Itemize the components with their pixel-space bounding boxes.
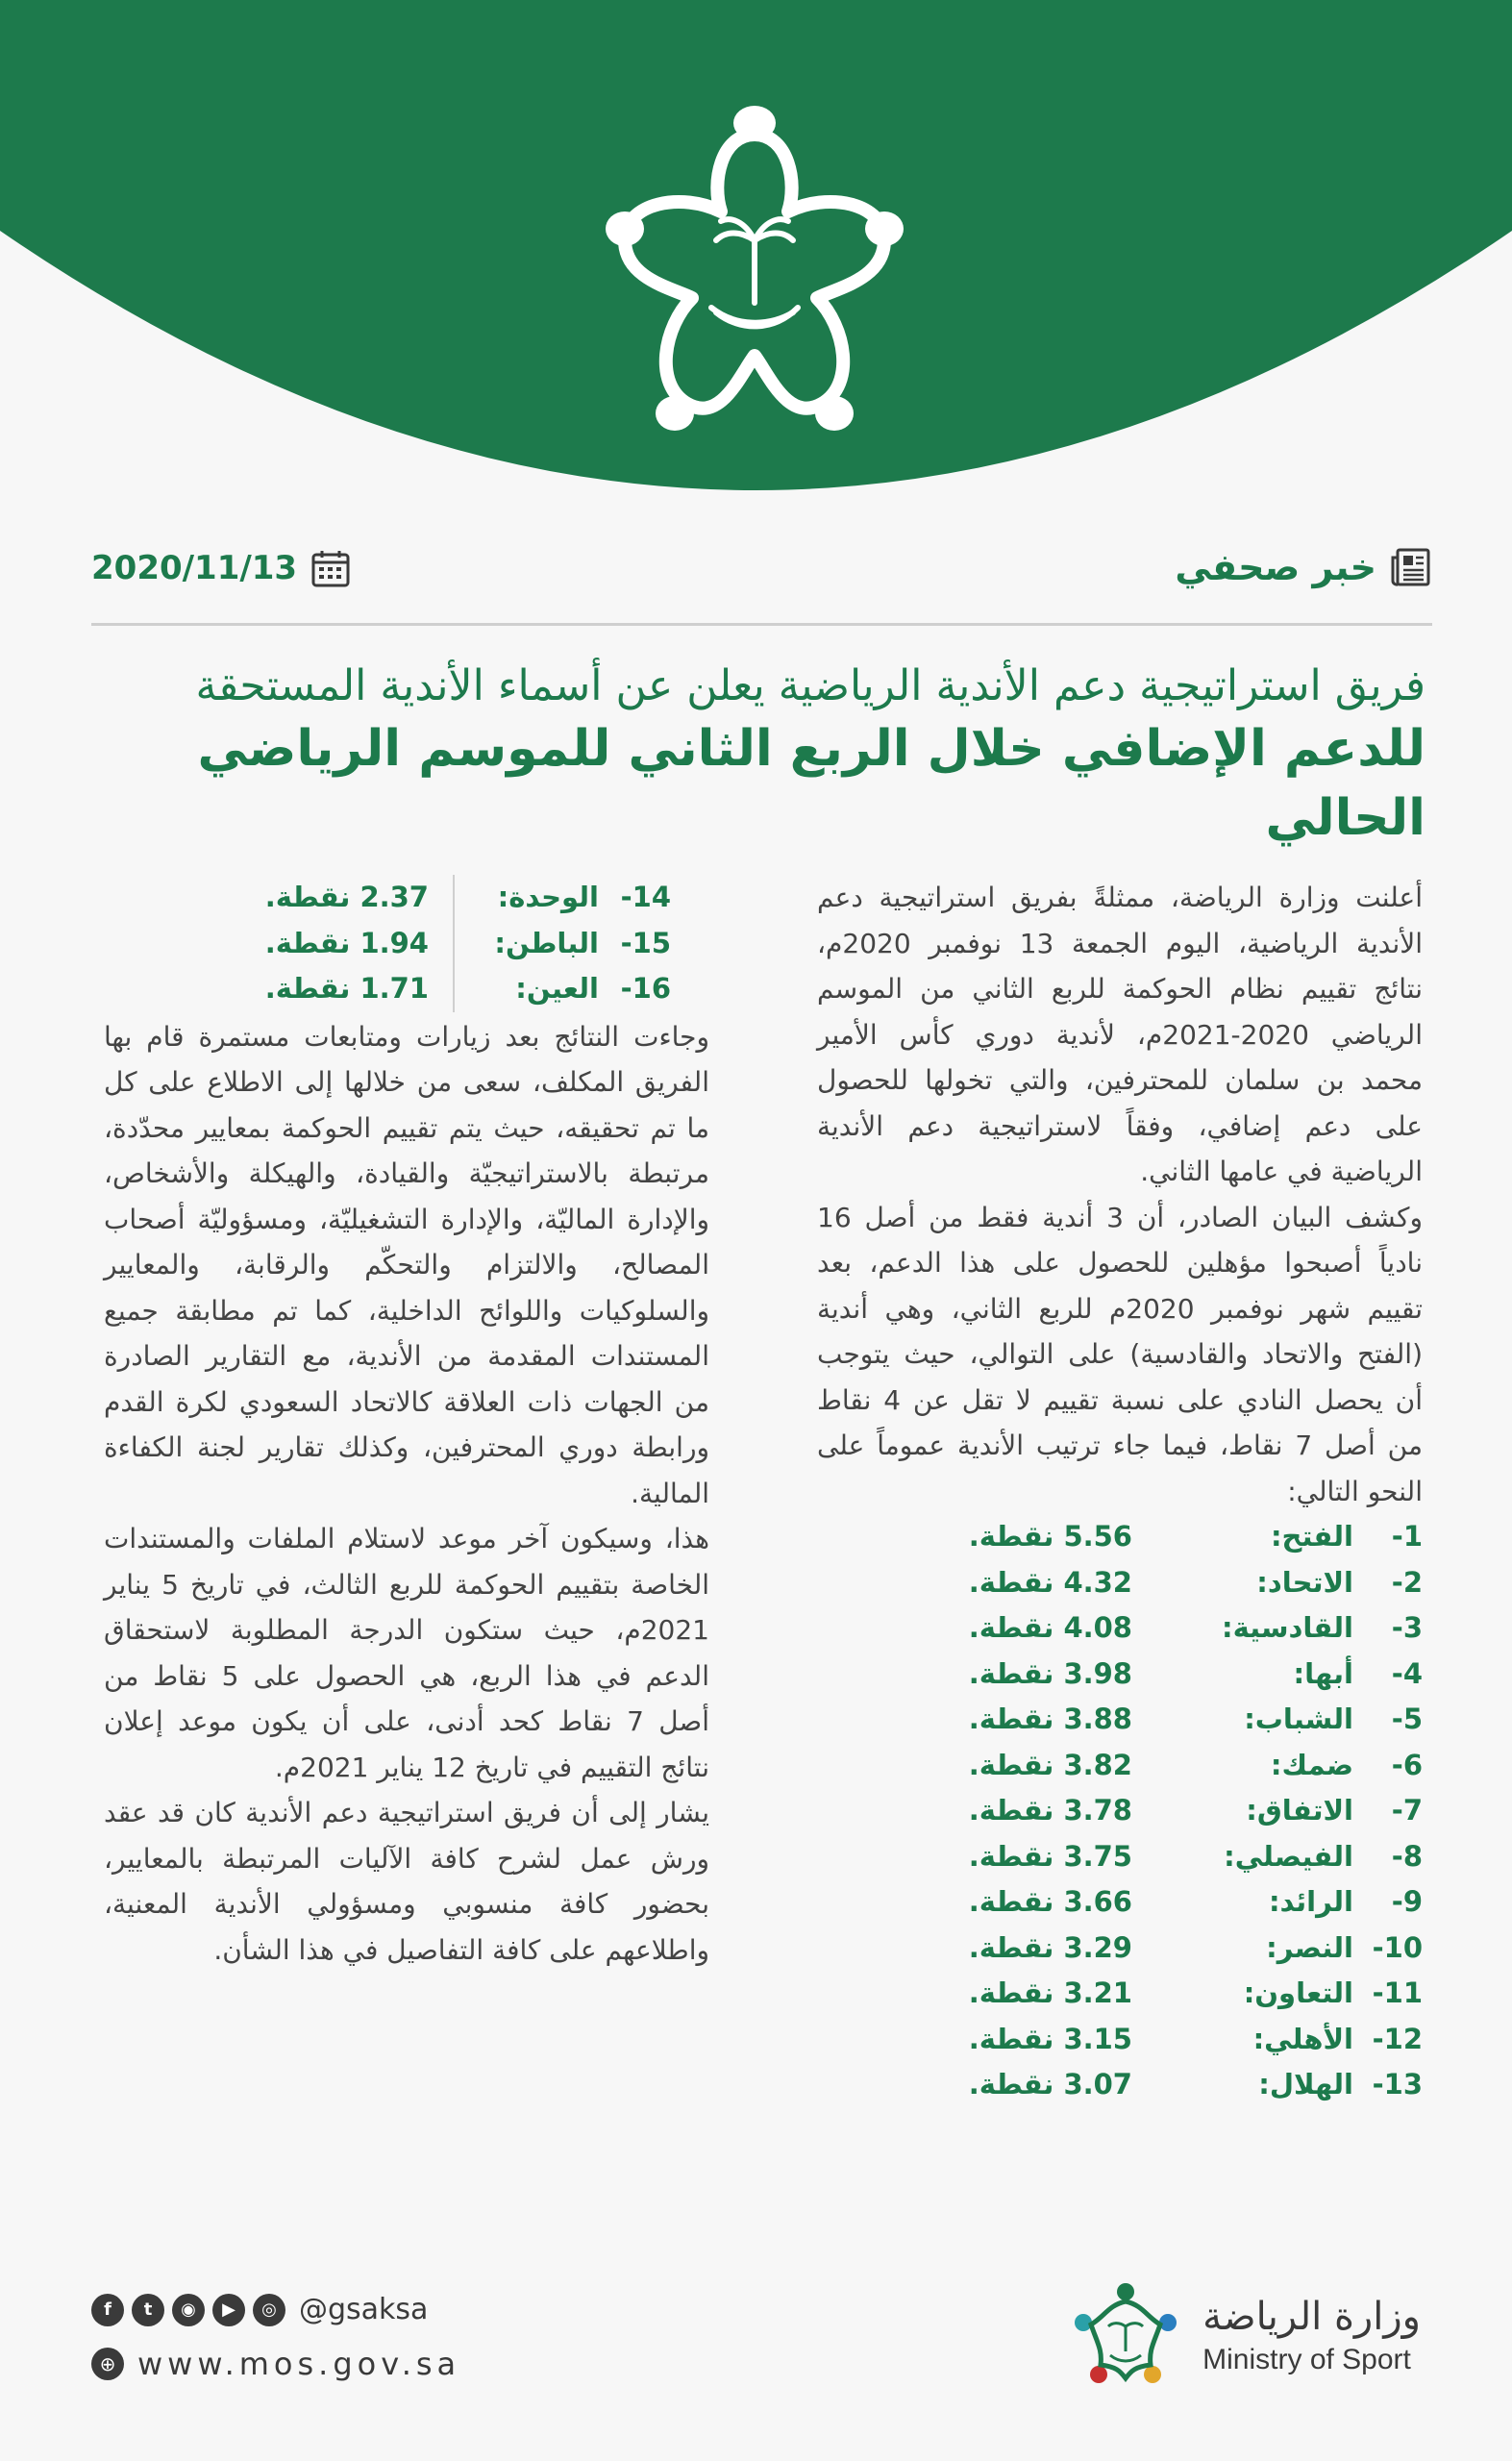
ranking-club: أبها: (1293, 1656, 1353, 1690)
ranking-row (817, 1926, 1423, 1972)
ranking-row (817, 1605, 1423, 1652)
ranking-num: 9- (1391, 1885, 1423, 1918)
ranking-num: 4- (1391, 1656, 1423, 1690)
ranking-score: 3.78 نقطة. (968, 1794, 1132, 1827)
paragraph: وجاءت النتائج بعد زيارات ومتابعات مستمرة قام بها الفريق المكلف، سعى من خلالها إلى الاطلاع على كل ما تم تحقيقه، حيث يتم تقييم الحوكمة بمعايير محدّدة، مرتبطة بالاستراتيجيّة والقيادة، والهيكلة والأشخاص، والإدارة الماليّة، والإدارة التشغيليّة، ومسؤوليّة أصحاب المصالح، والالتزام والتحكّم والرقابة، والمعايير والسلوكيات واللوائح الداخلية، كما تم مطابقة جميع المستندات المقدمة من الأندية، مع التقارير الصادرة من الجهات ذات العلاقة كالاتحاد السعودي لكرة القدم ورابطة دوري المحترفين، وكذلك تقارير لجنة الكفاءة المالية. (104, 1020, 709, 1509)
ministry-logo (1068, 2278, 1421, 2394)
facebook-icon[interactable]: f (91, 2294, 124, 2326)
ranking-num: 10- (1372, 1930, 1423, 1964)
ranking-score: 3.98 نقطة. (968, 1656, 1132, 1690)
newspaper-icon (1390, 546, 1432, 588)
ranking-score: 3.29 نقطة. (968, 1930, 1132, 1964)
ranking-score: 3.21 نقطة. (968, 1976, 1132, 2009)
paragraph: وكشف البيان الصادر، أن 3 أندية فقط من أصل 16 نادياً أصبحوا مؤهلين للحصول على هذا الدعم، بعد تقييم شهر نوفمبر 2020م للربع الثاني، وهي أندية (الفتح والاتحاد والقادسية) على التوالي، حيث يتوجب أن يحصل النادي على نسبة تقييم لا تقل عن 4 نقاط من أصل 7 نقاط، فيما جاء ترتيب الأندية عموماً على النحو التالي: (817, 1201, 1423, 1507)
ministry-logo-icon (1068, 2278, 1183, 2394)
paragraph: أعلنت وزارة الرياضة، ممثلةً بفريق استراتيجية دعم الأندية الرياضية، اليوم الجمعة 13 نوفمبر 2020م، نتائج تقييم نظام الحوكمة للربع الثاني من الموسم الرياضي 2020-2021م، لأندية دوري كأس الأمير محمد بن سلمان للمحترفين، والتي تخولها للحصول على دعم إضافي، وفقاً لاستراتيجية دعم الأندية الرياضية في عامها الثاني. (817, 882, 1424, 1187)
ranking-row (817, 1834, 1423, 1880)
news-label-text: خبر صحفي (1175, 546, 1376, 588)
ranking-row (817, 1697, 1423, 1743)
globe-icon: ⊕ (91, 2348, 124, 2380)
ranking-score: 5.56 نقطة. (968, 1520, 1132, 1553)
ranking-num: 1- (1391, 1520, 1423, 1553)
rankings-table (817, 1514, 1423, 2108)
ranking-row (210, 875, 671, 921)
ranking-num: 13- (1372, 2068, 1423, 2101)
ranking-score: 3.07 نقطة. (968, 2068, 1132, 2101)
ranking-score: 4.08 نقطة. (968, 1611, 1132, 1644)
youtube-icon[interactable]: ▶ (212, 2294, 245, 2326)
logo-english: Ministry of Sport (1202, 2344, 1411, 2375)
logo-text (1202, 2293, 1421, 2379)
ranking-row (817, 1560, 1423, 1606)
social-links (91, 2293, 428, 2326)
snapchat-icon[interactable]: ◉ (172, 2294, 205, 2326)
headline-line-1: فريق استراتيجية دعم الأندية الرياضية يعلن عن أسماء الأندية المستحقة (195, 661, 1425, 710)
ranking-club: القادسية: (1221, 1611, 1353, 1644)
ranking-score: 3.88 نقطة. (968, 1703, 1132, 1735)
ranking-score: 4.32 نقطة. (968, 1565, 1132, 1599)
ranking-club: الأهلي: (1252, 2022, 1353, 2055)
article-column-right (817, 875, 1423, 2108)
ranking-row (817, 1788, 1423, 1834)
ranking-club: الشباب: (1244, 1703, 1353, 1735)
headline (87, 659, 1425, 853)
ranking-num: 5- (1391, 1703, 1423, 1735)
paragraph: هذا، وسيكون آخر موعد لاستلام الملفات والمستندات الخاصة بتقييم الحوكمة للربع الثالث، في تاريخ 5 يناير 2021م، حيث ستكون الدرجة المطلوبة لاستحقاق الدعم في هذا الربع، هي الحصول على 5 نقاط من أصل 7 نقاط كحد أدنى، على أن يكون موعد إعلان نتائج التقييم في تاريخ 12 يناير 2021م. (104, 1523, 710, 1783)
divider (91, 623, 1432, 626)
ranking-num: 14- (620, 881, 671, 913)
ranking-num: 16- (620, 972, 671, 1005)
ranking-club: الاتحاد: (1256, 1565, 1353, 1599)
twitter-icon[interactable]: t (132, 2294, 164, 2326)
meta-row (91, 538, 1432, 606)
paragraph: يشار إلى أن فريق استراتيجية دعم الأندية كان قد عقد ورش عمل لشرح كافة الآليات المرتبطة بالمعايير، بحضور كافة منسوبي ومسؤولي الأندية المعنية، واطلاعهم على كافة التفاصيل في هذا الشأن. (104, 1797, 709, 1966)
ranking-club: التعاون: (1243, 1976, 1353, 2009)
ranking-row (817, 1879, 1423, 1926)
ranking-club: الهلال: (1258, 2068, 1353, 2101)
date-text: 2020/11/13 (91, 549, 298, 587)
ranking-score: 1.71 نقطة. (264, 972, 429, 1005)
date-block (91, 548, 351, 588)
ranking-club: الفيصلي: (1224, 1839, 1353, 1873)
ranking-score: 3.15 نقطة. (968, 2022, 1132, 2055)
ranking-club: الاتفاق: (1246, 1794, 1353, 1827)
ranking-row (817, 1514, 1423, 1560)
rankings-table-continued (210, 875, 671, 1012)
ranking-row (817, 1971, 1423, 2017)
social-handle[interactable]: @gsaksa (299, 2293, 429, 2326)
ranking-club: الرائد: (1268, 1885, 1353, 1918)
ranking-club: الباطن: (454, 921, 599, 967)
calendar-icon (310, 548, 351, 588)
ranking-row (210, 921, 671, 967)
ranking-score: 3.66 نقطة. (968, 1885, 1132, 1918)
ranking-score: 1.94 نقطة. (264, 926, 429, 959)
ranking-row (210, 966, 671, 1012)
ranking-num: 3- (1391, 1611, 1423, 1644)
instagram-icon[interactable]: ◎ (253, 2294, 285, 2326)
ranking-num: 15- (620, 926, 671, 959)
ranking-row (817, 1743, 1423, 1789)
ranking-club: النصر: (1266, 1930, 1353, 1964)
ranking-club: الوحدة: (454, 875, 599, 921)
ranking-num: 7- (1391, 1794, 1423, 1827)
website-block (91, 2346, 460, 2382)
ranking-score: 3.82 نقطة. (968, 1748, 1132, 1781)
article-column-left (104, 875, 709, 1973)
logo-arabic: وزارة الرياضة (1202, 2295, 1421, 2339)
ranking-num: 8- (1391, 1839, 1423, 1873)
news-label (1175, 546, 1432, 588)
ranking-num: 12- (1372, 2022, 1423, 2055)
ranking-num: 11- (1372, 1976, 1423, 2009)
ranking-num: 2- (1391, 1565, 1423, 1599)
ranking-score: 2.37 نقطة. (264, 881, 429, 913)
ministry-emblem-icon (596, 96, 913, 452)
website-link[interactable]: www.mos.gov.sa (137, 2346, 461, 2382)
ranking-club: ضمك: (1270, 1748, 1353, 1781)
ranking-score: 3.75 نقطة. (968, 1839, 1132, 1873)
ranking-row (817, 2062, 1423, 2108)
ranking-row (817, 2017, 1423, 2063)
headline-line-2: للدعم الإضافي خلال الربع الثاني للموسم الرياضي الحالي (197, 720, 1425, 847)
ranking-num: 6- (1391, 1748, 1423, 1781)
ranking-club: الفتح: (1270, 1520, 1353, 1553)
ranking-row (817, 1652, 1423, 1698)
ranking-club: العين: (454, 966, 599, 1012)
